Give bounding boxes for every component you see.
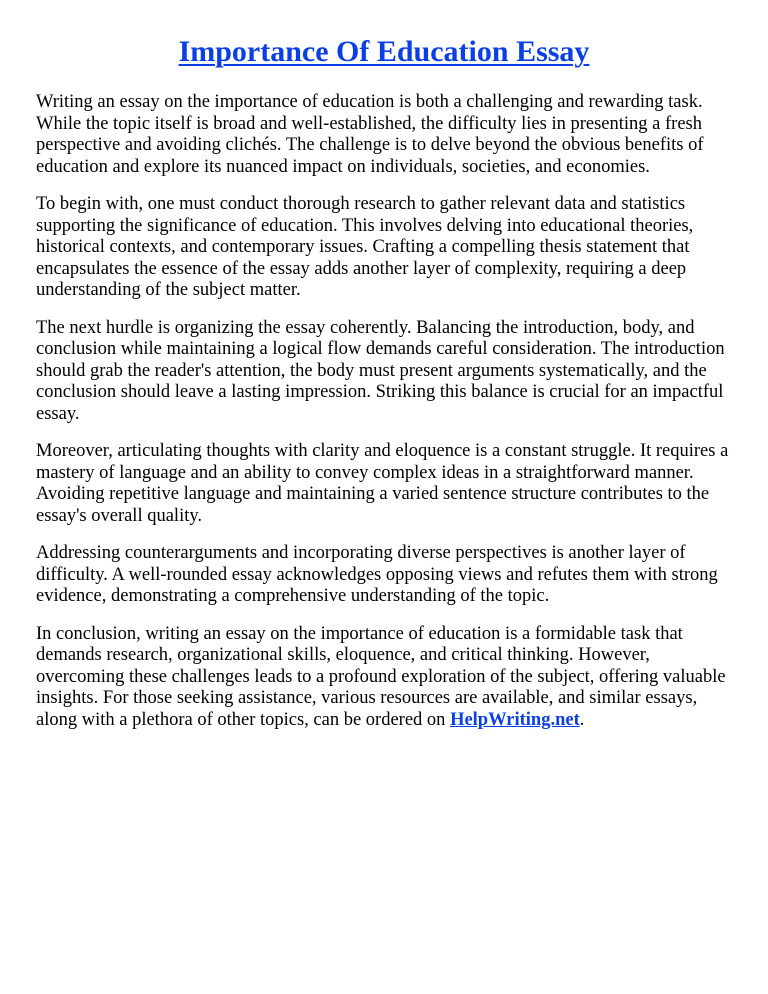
conclusion-text: In conclusion, writing an essay on the importance of education is a formidable task that demands research, organizational skills, eloquence, and critical thinking. However, overcoming these challenges leads to a profound exploration of the subject, offering valuable insights. For those seeking assistance, various resources are available, and similar essays, along with a plethora of other topics, can be ordered on — [36, 623, 726, 730]
paragraph-research: To begin with, one must conduct thorough research to gather relevant data and statistics supporting the significance of education. This involves delving into educational theories, historical contexts, and contemporary issues. Crafting a compelling thesis statement that encapsulates the essence of the essay adds another layer of complexity, requiring a deep understanding of the subject matter. — [36, 194, 694, 300]
paragraph-counterarguments: Addressing counterarguments and incorporating diverse perspectives is another layer of difficulty. A well-rounded essay acknowledges opposing views and refutes them with strong evidence, demonstrating a comprehensive understanding of the topic. — [36, 543, 718, 606]
paragraph-intro: Writing an essay on the importance of education is both a challenging and rewarding task. While the topic itself is broad and well-established, the difficulty lies in presenting a fresh perspective and avoiding clichés. The challenge is to delve beyond the obvious benefits of education and explore its nuanced impact on individuals, societies, and economies. — [36, 92, 704, 177]
paragraph-articulation: Moreover, articulating thoughts with clarity and eloquence is a constant struggle. It requires a mastery of language and an ability to convey complex ideas in a straightforward manner. Avoiding repetitive language and maintaining a varied sentence structure contributes to the essay's overall quality. — [36, 441, 729, 526]
paragraph-organization: The next hurdle is organizing the essay coherently. Balancing the introduction, body, and conclusion while maintaining a logical flow demands careful consideration. The introduction should grab the reader's attention, the body must present arguments systematically, and the conclusion should leave a lasting impression. Striking this balance is crucial for an impactful essay. — [36, 317, 725, 424]
conclusion-trailing: . — [579, 709, 585, 730]
title-link[interactable]: Importance Of Education Essay — [178, 35, 590, 68]
page-title — [36, 34, 732, 70]
helpwriting-link[interactable]: HelpWriting.net — [450, 709, 580, 730]
paragraph-conclusion — [36, 624, 732, 732]
